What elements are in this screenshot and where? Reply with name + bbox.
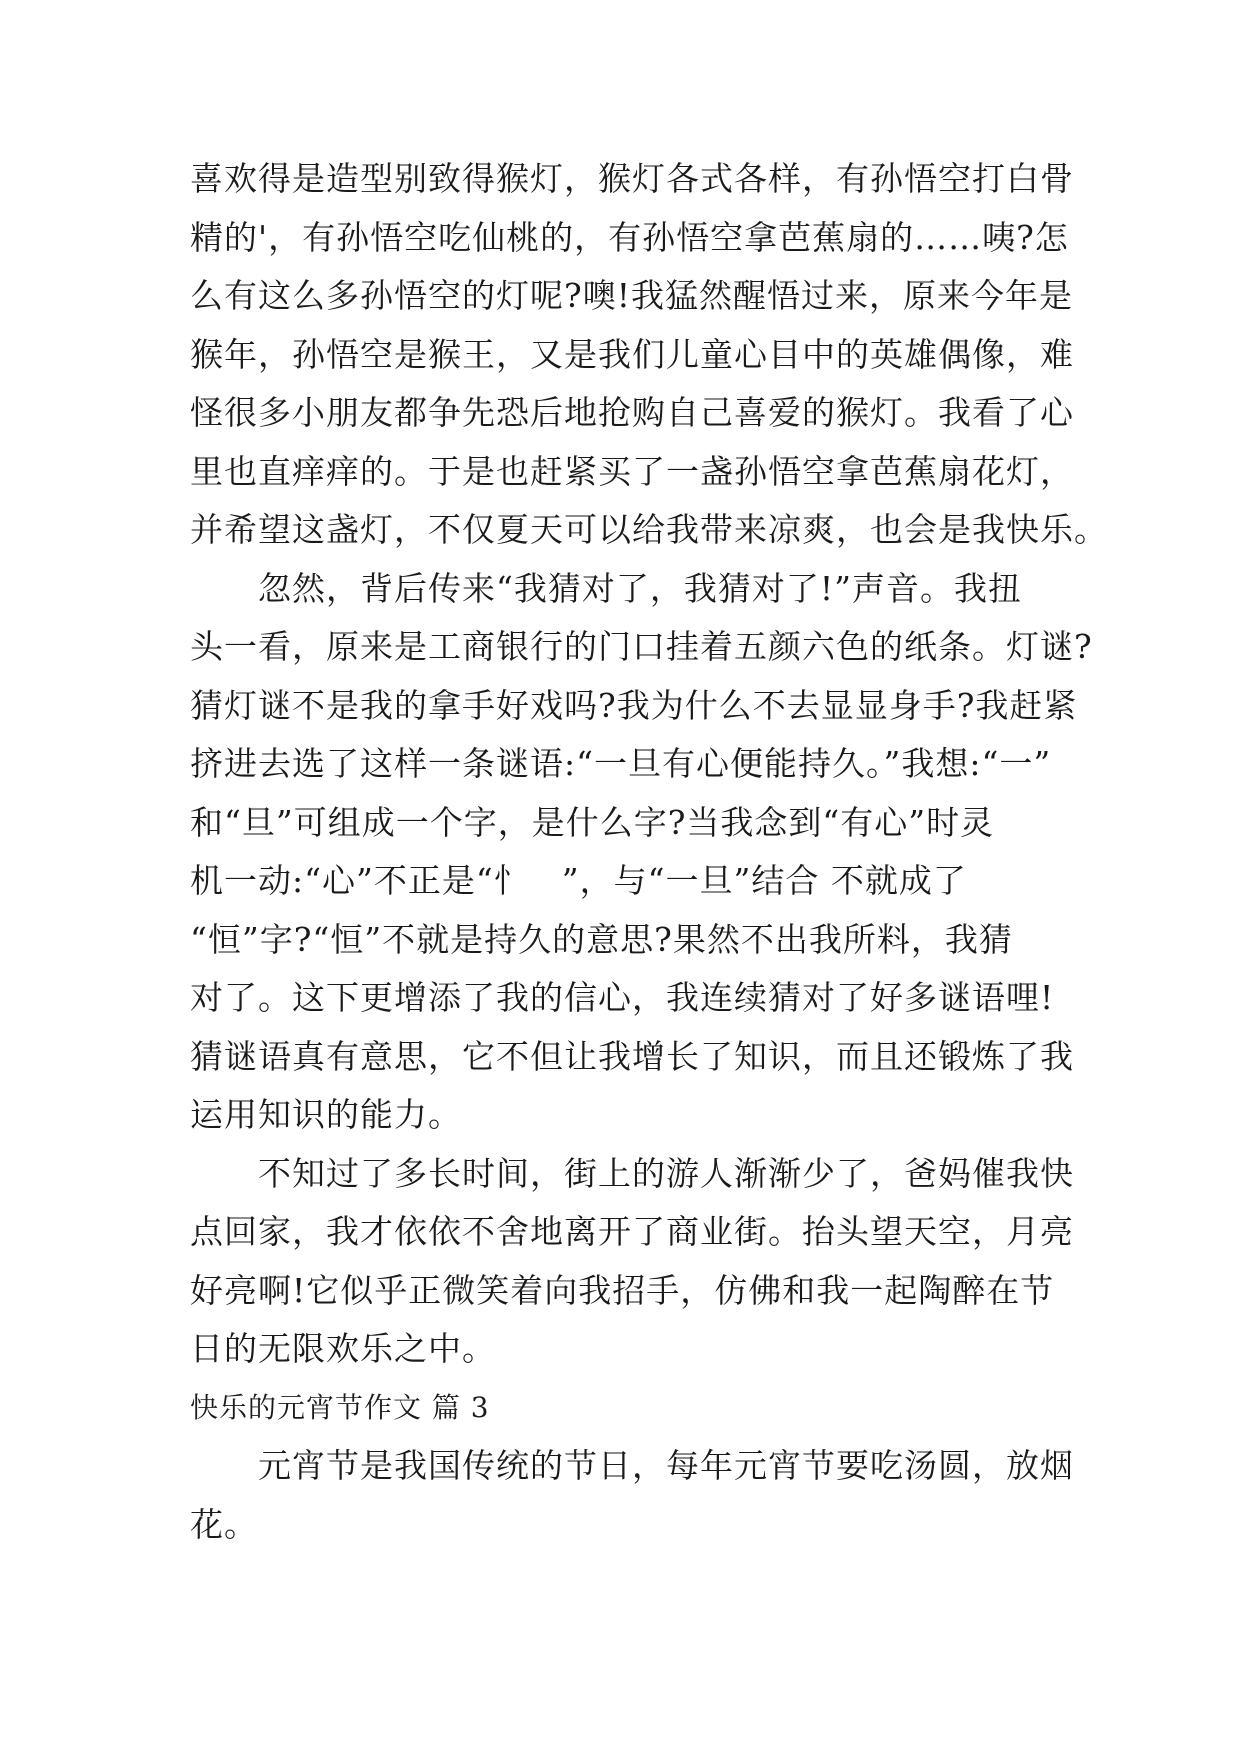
text-line: 猴年，孙悟空是猴王，又是我们儿童心目中的英雄偶像，难: [190, 334, 1074, 374]
text-line: 运用知识的能力。: [190, 1095, 462, 1134]
text-line: “恒”字?“恒”不就是持久的意思?果然不出我所料，我猜: [190, 919, 1013, 959]
text-line: 精的'，有孙悟空吃仙桃的，有孙悟空拿芭蕉扇的……咦?怎: [190, 217, 1069, 257]
text-line: 头一看，原来是工商银行的门口挂着五颜六色的纸条。灯谜?: [190, 627, 1093, 666]
text-line: 并希望这盏灯，不仅夏天可以给我带来凉爽，也会是我快乐。: [190, 510, 1108, 549]
text-line: 里也直痒痒的。于是也赶紧买了一盏孙悟空拿芭蕉扇花灯，: [190, 451, 1074, 491]
text-line: 怪很多小朋友都争先恐后地抢购自己喜爱的猴灯。我看了心: [190, 393, 1074, 432]
section-heading: 快乐的元宵节作文 篇 3: [190, 1390, 490, 1424]
text-line: 花。: [190, 1504, 258, 1544]
text-line: 喜欢得是造型别致得猴灯，猴灯各式各样，有孙悟空打白骨: [190, 159, 1074, 198]
text-line: 挤进去选了这样一条谜语:“一旦有心便能持久。”我想:“一”: [190, 744, 1052, 783]
text-line: 点回家，我才依依不舍地离开了商业街。抬头望天空，月亮: [190, 1212, 1074, 1251]
text-line: 元宵节是我国传统的节日，每年元宵节要吃汤圆，放烟: [190, 1446, 1074, 1485]
text-line: 好亮啊!它似乎正微笑着向我招手，仿佛和我一起陶醉在节: [190, 1270, 1055, 1310]
text-line: 日的无限欢乐之中。: [190, 1329, 496, 1368]
text-line: 不知过了多长时间，街上的游人渐渐少了，爸妈催我快: [190, 1153, 1074, 1193]
text-line: 忽然，背后传来“我猜对了，我猜对了!”声音。我扭: [190, 568, 1023, 608]
text-line: 猜灯谜不是我的拿手好戏吗?我为什么不去显显身手?我赶紧: [190, 685, 1078, 725]
text-line: 对了。这下更增添了我的信心，我连续猜对了好多谜语哩!: [190, 978, 1055, 1017]
text-line: 猜谜语真有意思，它不但让我增长了知识，而且还锻炼了我: [190, 1036, 1074, 1076]
text-line: 和“旦”可组成一个字，是什么字?当我念到“有心”时灵: [190, 802, 995, 842]
document-page: [190, 150, 1108, 1554]
text-line: 么有这么多孙悟空的灯呢?噢!我猛然醒悟过来，原来今年是: [190, 276, 1073, 315]
text-line: 机一动:“心”不正是“忄 ”，与“一旦”结合 不就成了: [190, 861, 967, 900]
